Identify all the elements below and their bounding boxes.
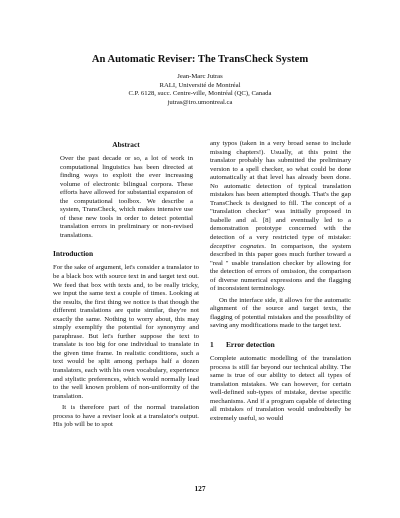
introduction-paragraph-1: For the sake of argument, let's consider a translator to be a black box with source text in and target text out. We feed that box with texts and, to be really tricky, we input the same text a couple of times. Looking at the results, the first thing we notice is that though the different translations are quite similar, they're not exactly the same. Nothing to worry about, this may simply exemplify the potential for synonymy and paraphrase. But let's further suppose the text to translate is too big for one individual to translate in the given time frame. In realistic conditions, such a text would be split among perhaps half a dozen translators, each with his own vocabulary, experience and stylistic preferences, which would normally lead to the well known problem of non-uniformity of the translation. [53,264,199,400]
introduction-paragraph-2: It is therefore part of the normal translation process to have a reviser look at a translator's output. His job will be to spot [53,404,199,429]
continued-paragraph [210,140,351,294]
abstract-heading: Abstract [112,140,140,149]
continued-text-a: any typos (taken in a very broad sense to include missing chapters!). Usually, at this point the translator probably has submitted the preliminary version to a spell checker, so what could be done automatically at that level has already been done. No automatic detection of typical translation mistakes has been attempted though. That's the gap TransCheck is designed to fill. The concept of a "translation checker" was initially proposed in Isabelle and al. [8] and eventually led to a demonstration prototype concerned with the detection of a very restricted type of mistake: [210,140,351,242]
introduction-heading: Introduction [53,249,94,259]
section-1-title: Error detection [226,340,275,350]
section-1-heading [210,340,351,349]
author-email: jutras@iro.umontreal.ca [167,98,233,106]
page-number: 127 [194,484,206,493]
author-block [0,73,400,107]
author-affiliation: RALI, Université de Montréal [159,81,241,89]
author-address: C.P. 6128, succ. Centre-ville, Montréal (QC), Canada [128,90,272,98]
section-1-number: 1 [210,340,214,350]
error-detection-paragraph: Complete automatic modelling of the translation process is still far beyond our technical ability. The same is true of our ability to detect all types of translation mistakes. We can however, for certain well-defined sub-types of mistake, devise specific mechanisms. And if a program capable of detecting all mistakes of translation would undoubtedly be extremely useful, so would [210,355,351,422]
interface-paragraph: On the interface side, it allows for the automatic alignment of the source and target texts, the flagging of potential mistakes and the possibility of saving any modifications made to the target text. [210,296,351,330]
right-column [210,140,351,423]
left-column [53,140,199,430]
paper-title: An Automatic Reviser: The TransCheck System [91,54,309,65]
abstract-text: Over the past decade or so, a lot of work in computational linguistics has been directed at finding ways to exploit the ever increasing volume of electronic bilingual corpora. These efforts have allowed for substantial expansion of the computational toolbox. We describe a system, TransCheck, which makes intensive use of these new tools in order to detect potential translation errors in preliminary or non-revised translations. [60,155,193,239]
deceptive-cognates-term: deceptive cognates [210,242,265,250]
continued-text-b: . In comparison, the system described in this paper goes much further toward a "real " usable translation checker by allowing for the detection of errors of omission, the comparison of diverse numerical expressions and the flagging of inconsistent terminology. [210,242,351,293]
author-name: Jean-Marc Jutras [177,73,223,80]
